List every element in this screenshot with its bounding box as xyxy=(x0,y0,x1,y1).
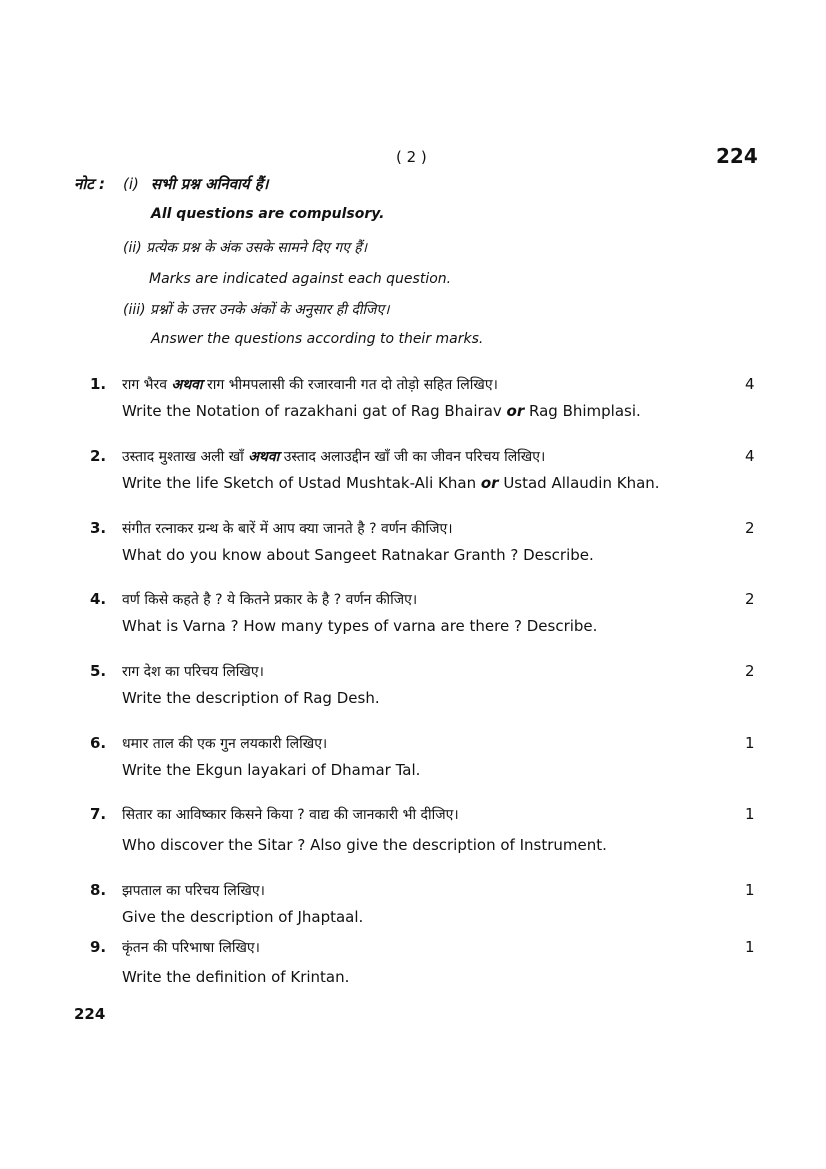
paper-code-top: 224 xyxy=(716,144,758,168)
question-hindi xyxy=(122,375,498,394)
question-marks: 4 xyxy=(745,375,755,393)
question-marks: 2 xyxy=(745,519,755,537)
question-number: 6. xyxy=(90,734,107,752)
note-2-english: Marks are indicated against each question. xyxy=(149,271,452,287)
question-number: 2. xyxy=(90,447,107,465)
question-number: 8. xyxy=(90,881,107,899)
note-3-numeral: (iii) xyxy=(123,302,146,318)
question-english-part: Ustad Allaudin Khan. xyxy=(498,474,660,492)
question-marks: 1 xyxy=(745,734,755,752)
note-2-numeral: (ii) xyxy=(123,240,142,256)
question-english-or: or xyxy=(480,474,499,492)
question-hindi: वर्ण किसे कहते है ? ये कितने प्रकार के है ? वर्णन कीजिए। xyxy=(122,592,418,608)
question-english xyxy=(122,402,641,420)
question-hindi xyxy=(122,447,545,466)
question-hindi-part: उस्ताद मुश्ताख अली खाँ xyxy=(122,449,249,465)
question-hindi: राग देश का परिचय लिखिए। xyxy=(122,664,264,680)
note-3-hindi xyxy=(123,300,389,319)
question-hindi-part: राग भैरव xyxy=(122,377,172,393)
question-number: 7. xyxy=(90,805,107,823)
question-number: 3. xyxy=(90,519,107,537)
question-hindi: संगीत रत्नाकर ग्रन्थ के बारें में आप क्या जानते है ? वर्णन कीजिए। xyxy=(122,521,453,537)
question-number: 9. xyxy=(90,938,107,956)
question-english xyxy=(122,474,660,492)
note-3-english: Answer the questions according to their marks. xyxy=(151,331,484,347)
question-hindi-or: अथवा xyxy=(171,377,203,393)
question-hindi: झपताल का परिचय लिखिए। xyxy=(122,883,265,899)
question-marks: 2 xyxy=(745,662,755,680)
question-hindi: सितार का आविष्कार किसने किया ? वाद्य की जानकारी भी दीजिए। xyxy=(122,807,459,823)
question-marks: 1 xyxy=(745,881,755,899)
question-english: Write the definition of Krintan. xyxy=(122,968,350,986)
question-marks: 4 xyxy=(745,447,755,465)
note-2-hindi xyxy=(123,238,367,257)
question-english: Write the description of Rag Desh. xyxy=(122,689,380,707)
question-english-part: Write the life Sketch of Ustad Mushtak-Ali Khan xyxy=(122,474,481,492)
question-hindi-part: उस्ताद अलाउद्दीन खाँ जी का जीवन परिचय लिखिए। xyxy=(279,449,546,465)
note-2-hindi-text: प्रत्येक प्रश्न के अंक उसके सामने दिए गए हैं। xyxy=(146,240,368,256)
question-english: Write the Ekgun layakari of Dhamar Tal. xyxy=(122,761,421,779)
question-marks: 2 xyxy=(745,590,755,608)
question-english-part: Rag Bhimplasi. xyxy=(524,402,641,420)
question-english-or: or xyxy=(506,402,525,420)
question-english: What is Varna ? How many types of varna are there ? Describe. xyxy=(122,617,598,635)
paper-code-bottom: 224 xyxy=(74,1005,106,1023)
note-label: नोट : xyxy=(74,175,105,193)
question-hindi-part: राग भीमपलासी की रजारवानी गत दो तोड़ो सहित लिखिए। xyxy=(202,377,498,393)
note-1-english: All questions are compulsory. xyxy=(151,206,385,222)
question-english-part: Write the Notation of razakhani gat of Rag Bhairav xyxy=(122,402,507,420)
note-1-numeral: (i) xyxy=(123,175,139,193)
question-hindi-or: अथवा xyxy=(248,449,280,465)
question-hindi: कृंतन की परिभाषा लिखिए। xyxy=(122,940,260,956)
question-marks: 1 xyxy=(745,938,755,956)
note-3-hindi-text: प्रश्नों के उत्तर उनके अंकों के अनुसार ही दीजिए। xyxy=(150,302,390,318)
note-1-hindi-text: सभी प्रश्न अनिवार्य हैं। xyxy=(150,175,269,193)
question-marks: 1 xyxy=(745,805,755,823)
note-1-hindi xyxy=(123,174,269,194)
question-number: 5. xyxy=(90,662,107,680)
page-number: ( 2 ) xyxy=(396,148,427,166)
question-english: What do you know about Sangeet Ratnakar Granth ? Describe. xyxy=(122,546,594,564)
question-hindi: धमार ताल की एक गुन लयकारी लिखिए। xyxy=(122,736,328,752)
question-number: 4. xyxy=(90,590,107,608)
question-number: 1. xyxy=(90,375,107,393)
question-english: Give the description of Jhaptaal. xyxy=(122,908,364,926)
question-english: Who discover the Sitar ? Also give the description of Instrument. xyxy=(122,836,607,854)
